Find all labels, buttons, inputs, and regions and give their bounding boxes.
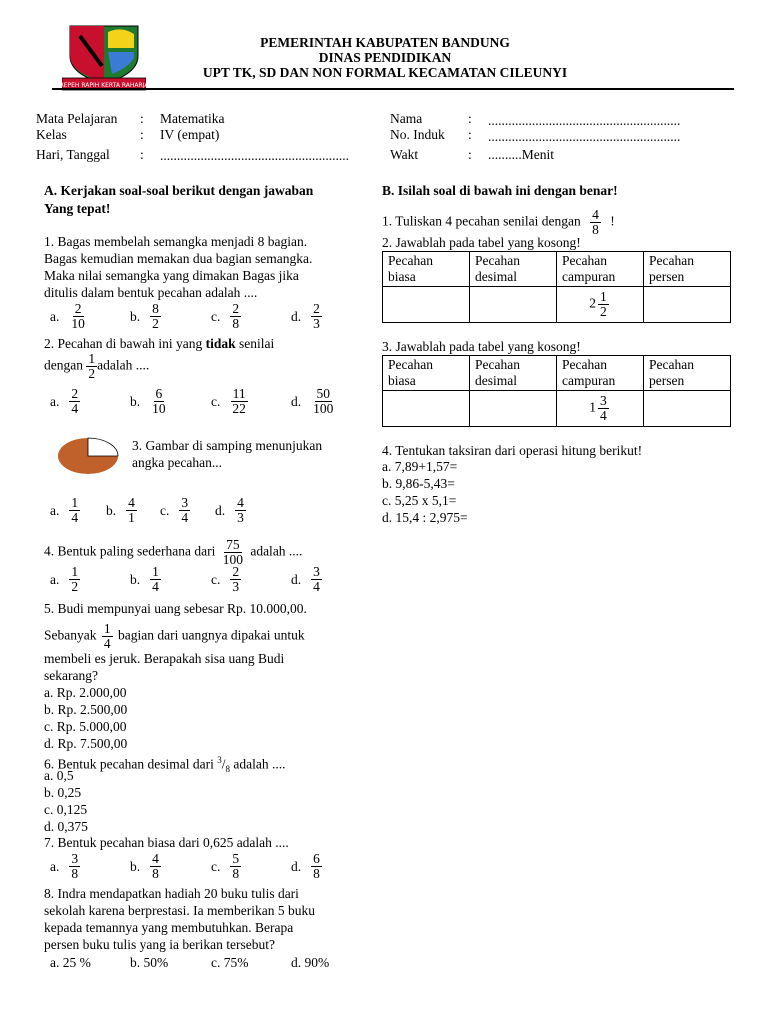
answer-cell[interactable] [470,391,557,427]
option-d: d. $\frac{50}{100}$ [291,386,334,416]
option-d: d. $\frac{2}{3}$ [291,301,320,331]
waktu-label: Wakt [390,147,419,162]
colon: : [468,111,472,126]
q8-text: sekolah karena berprestasi. Ia memberikan 5 buku [44,903,316,918]
b-q4-item-c: c. 5,25 x 5,1= [382,493,457,508]
q6-text: 6. Bentuk pecahan desimal dari $^3/_8$ adalah .... [44,755,286,775]
colon: : [468,147,472,162]
kelas-label: Kelas [36,127,67,142]
header-line-1: PEMERINTAH KABUPATEN BANDUNG [260,35,510,50]
option-d: d. $\frac{3}{4}$ [291,564,320,594]
induk-label: No. Induk [390,127,445,142]
q5-text: 5. Budi mempunyai uang sebesar Rp. 10.000,00. [44,601,307,616]
fraction-table-1 [382,251,731,323]
q8-option-a: a. 25 % [50,955,91,970]
logo-motto-text: REPEH RAPIH KERTA RAHARJA [62,82,146,89]
header-line-3: UPT TK, SD DAN NON FORMAL KECAMATAN CILEUNYI [202,65,568,80]
option-a: a. $\frac{2}{10}$ [50,301,85,331]
q2-text: dengan $\frac{1}{2}$ adalah .... [44,351,150,381]
header-cell: Pecahan persen [644,356,731,391]
header-cell: Pecahan persen [644,252,731,287]
option-a: a. $\frac{2}{4}$ [50,386,79,416]
mapel-value: Matematika [160,111,225,126]
colon: : [140,111,144,126]
q8-text: 8. Indra mendapatkan hadiah 20 buku tulis dari [44,886,299,901]
header-divider [52,88,734,90]
option-b: b. $\frac{4}{8}$ [130,851,159,881]
q8-option-b: b. 50% [130,955,169,970]
q8-option-d: d. 90% [291,955,330,970]
q6-option-a: a. 0,5 [44,768,74,783]
q5-text: Sebanyak $\frac{1}{4}$ bagian dari uangnya dipakai untuk [44,621,305,651]
hari-label: Hari, Tanggal [36,147,110,162]
hari-value: ........................................................ [160,148,349,163]
induk-value: ......................................................... [488,129,681,144]
header-cell: Pecahan desimal [470,356,557,391]
colon: : [140,127,144,142]
option-c: c. $\frac{3}{4}$ [160,495,189,525]
q6-option-b: b. 0,25 [44,785,82,800]
option-a: a. $\frac{3}{8}$ [50,851,79,881]
option-b: b. $\frac{4}{1}$ [106,495,135,525]
header-cell: Pecahan biasa [383,252,470,287]
q8-option-c: c. 75% [211,955,249,970]
q3-text: angka pecahan... [132,455,222,470]
answer-cell[interactable] [383,287,470,323]
b-q3-text: 3. Jawablah pada tabel yang kosong! [382,339,581,354]
answer-cell[interactable] [644,391,731,427]
q3-text: 3. Gambar di samping menunjukan [132,438,323,453]
three-quarter-circle-image [56,436,120,480]
answer-cell[interactable] [470,287,557,323]
kabupaten-bandung-logo [62,22,146,92]
q5-option-c: c. Rp. 5.000,00 [44,719,127,734]
header-cell: Pecahan campuran [557,356,644,391]
header-cell: Pecahan biasa [383,356,470,391]
mapel-label: Mata Pelajaran [36,111,118,126]
answer-cell[interactable] [644,287,731,323]
section-a-title-2: Yang tepat! [44,201,111,216]
colon: : [468,127,472,142]
q2-text: 2. Pecahan di bawah ini yang tidak senilai [44,336,275,351]
option-a: a. $\frac{1}{2}$ [50,564,79,594]
option-b: b. $\frac{6}{10}$ [130,386,166,416]
option-c: c. $\frac{11}{22}$ [211,386,246,416]
colon: : [140,147,144,162]
section-b-title: B. Isilah soal di bawah ini dengan benar! [382,183,618,198]
fraction-table-2 [382,355,731,427]
option-d: d. $\frac{4}{3}$ [215,495,244,525]
option-d: d. $\frac{6}{8}$ [291,851,320,881]
q1-text: Bagas kemudian memakan dua bagian semangka. [44,251,313,266]
q1-text: Maka nilai semangka yang dimakan Bagas jika [44,268,299,283]
nama-value: ......................................................... [488,113,681,128]
q5-text: sekarang? [44,668,98,683]
q1-text: ditulis dalam bentuk pecahan adalah .... [44,285,258,300]
kelas-value: IV (empat) [160,127,220,142]
q6-option-c: c. 0,125 [44,802,88,817]
q5-option-b: b. Rp. 2.500,00 [44,702,128,717]
q1-text: 1. Bagas membelah semangka menjadi 8 bagian. [44,234,308,249]
q8-text: persen buku tulis yang ia berikan tersebut? [44,937,275,952]
nama-label: Nama [390,111,423,126]
mixed-fraction-cell: 1 $\frac{3}{4}$ [557,391,644,427]
q5-option-d: d. Rp. 7.500,00 [44,736,128,751]
header-line-2: DINAS PENDIDIKAN [318,50,452,65]
q8-text: kepada temannya yang membutuhkan. Berapa [44,920,294,935]
option-b: b. $\frac{8}{2}$ [130,301,159,331]
mixed-fraction-cell: 2 $\frac{1}{2}$ [557,287,644,323]
option-c: c. $\frac{2}{3}$ [211,564,240,594]
option-c: c. $\frac{2}{8}$ [211,301,240,331]
q7-text: 7. Bentuk pecahan biasa dari 0,625 adalah .... [44,835,289,850]
option-b: b. $\frac{1}{4}$ [130,564,159,594]
b-q4-item-b: b. 9,86-5,43= [382,476,455,491]
q5-text: membeli es jeruk. Berapakah sisa uang Budi [44,651,285,666]
b-q4-item-a: a. 7,89+1,57= [382,459,458,474]
b-q4-text: 4. Tentukan taksiran dari operasi hitung berikut! [382,443,643,458]
b-q4-item-d: d. 15,4 : 2,975= [382,510,468,525]
q5-option-a: a. Rp. 2.000,00 [44,685,127,700]
header-cell: Pecahan campuran [557,252,644,287]
answer-cell[interactable] [383,391,470,427]
b-q2-text: 2. Jawablah pada tabel yang kosong! [382,235,581,250]
option-c: c. $\frac{5}{8}$ [211,851,240,881]
q6-option-d: d. 0,375 [44,819,88,834]
q4-text: 4. Bentuk paling sederhana dari $\frac{75}{100}$ adalah .... [44,537,303,567]
option-a: a. $\frac{1}{4}$ [50,495,79,525]
section-a-title: A. Kerjakan soal-soal berikut dengan jawaban [44,183,314,198]
waktu-value: ..........Menit [488,147,554,162]
header-cell: Pecahan desimal [470,252,557,287]
b-q1-text: 1. Tuliskan 4 pecahan senilai dengan $\frac{4}{8}$ ! [382,207,615,237]
